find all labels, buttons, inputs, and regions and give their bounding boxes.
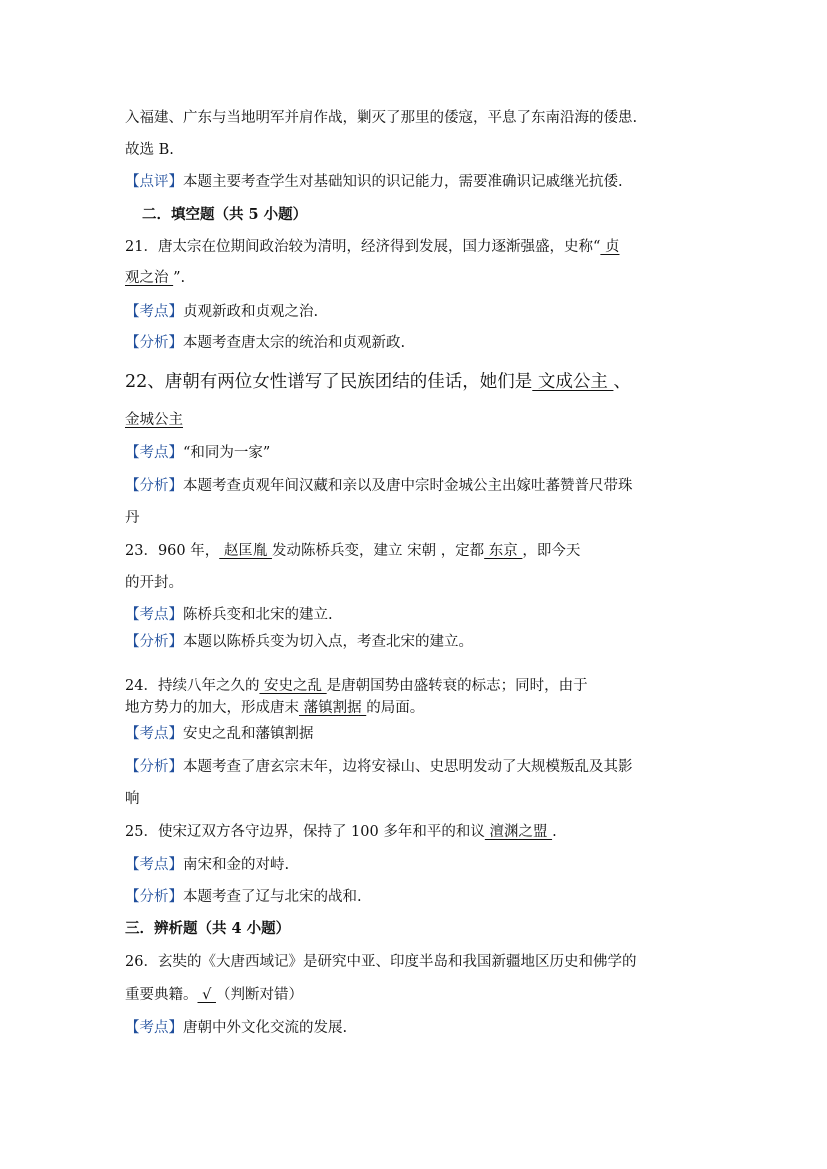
- intro-line-1: 入福建、广东与当地明军并肩作战，剿灭了那里的倭寇，平息了东南沿海的倭患.: [125, 110, 638, 126]
- q24-answer-2: 藩镇割据: [299, 700, 367, 716]
- q26-line-2: 重要典籍。 √ （判断对错）: [125, 987, 303, 1003]
- q24-line-2: 地方势力的加大，形成唐末 藩镇割据 的局面。: [125, 700, 425, 716]
- q21-answer: 贞: [600, 239, 620, 255]
- q26-line-1: 26．玄奘的《大唐西域记》是研究中亚、印度半岛和我国新疆地区历史和佛学的: [125, 954, 637, 970]
- q23-line-2: 的开封。: [125, 575, 183, 591]
- q23-keypoint: 【考点】陈桥兵变和北宋的建立.: [125, 607, 333, 623]
- q22-answer-1: 文成公主: [532, 372, 614, 392]
- q23-answer-1: 赵匡胤: [219, 543, 272, 559]
- q23-line-1: 23．960 年， 赵匡胤 发动陈桥兵变，建立 宋朝 ，定都 东京 ，即今天: [125, 543, 581, 559]
- q22-line-2: [125, 410, 183, 430]
- q23-analysis: 【分析】本题以陈桥兵变为切入点，考查北宋的建立。: [125, 634, 473, 650]
- q22-keypoint: 【考点】“和同为一家”: [125, 445, 271, 461]
- q21-analysis: 【分析】本题考查唐太宗的统治和贞观新政.: [125, 335, 406, 351]
- q25-line-1: 25．使宋辽双方各守边界，保持了 100 多年和平的和议 澶渊之盟 .: [125, 824, 557, 840]
- q26-answer: √: [197, 987, 216, 1003]
- review-tag: 【点评】: [125, 174, 183, 190]
- q24-answer-1: 安史之乱: [259, 678, 327, 694]
- intro-line-2: 故选 B.: [125, 142, 174, 158]
- q21-line-1: 21．唐太宗在位期间政治较为清明，经济得到发展，国力逐渐强盛，史称“ 贞: [125, 239, 620, 255]
- q21-keypoint: 【考点】贞观新政和贞观之治.: [125, 304, 319, 320]
- q26-keypoint: 【考点】唐朝中外文化交流的发展.: [125, 1020, 348, 1036]
- q23-answer-2: 宋朝: [407, 543, 441, 559]
- q22-analysis-cont: 丹: [125, 510, 140, 526]
- q22-line-1: 22、唐朝有两位女性谱写了民族团结的佳话，她们是 文成公主 、: [125, 372, 631, 392]
- q25-analysis: 【分析】本题考查了辽与北宋的战和.: [125, 889, 362, 905]
- q21-line-2: 观之治 ”.: [125, 270, 186, 286]
- q25-answer: 澶渊之盟: [484, 824, 553, 840]
- q24-analysis: 【分析】本题考查了唐玄宗末年，边将安禄山、史思明发动了大规模叛乱及其影: [125, 759, 633, 775]
- q23-answer-3: 东京: [484, 543, 523, 559]
- q22-answer-2: 金城公主: [125, 412, 183, 428]
- section-heading-fill-in: 二．填空题（共 5 小题）: [142, 206, 308, 223]
- q22-analysis: 【分析】本题考查贞观年间汉藏和亲以及唐中宗时金城公主出嫁吐蕃赞普尺带珠: [125, 478, 633, 494]
- review-line: 【点评】本题主要考查学生对基础知识的识记能力，需要准确识记戚继光抗倭.: [125, 174, 623, 190]
- q21-answer-cont: 观之治: [125, 270, 174, 286]
- q25-keypoint: 【考点】南宋和金的对峙.: [125, 857, 290, 873]
- q24-keypoint: 【考点】安史之乱和藩镇割据: [125, 726, 314, 742]
- q24-line-1: 24．持续八年之久的 安史之乱 是唐朝国势由盛转衰的标志；同时，由于: [125, 678, 588, 694]
- section-heading-analysis: 三．辨析题（共 4 小题）: [125, 920, 291, 937]
- q24-analysis-cont: 响: [125, 791, 140, 807]
